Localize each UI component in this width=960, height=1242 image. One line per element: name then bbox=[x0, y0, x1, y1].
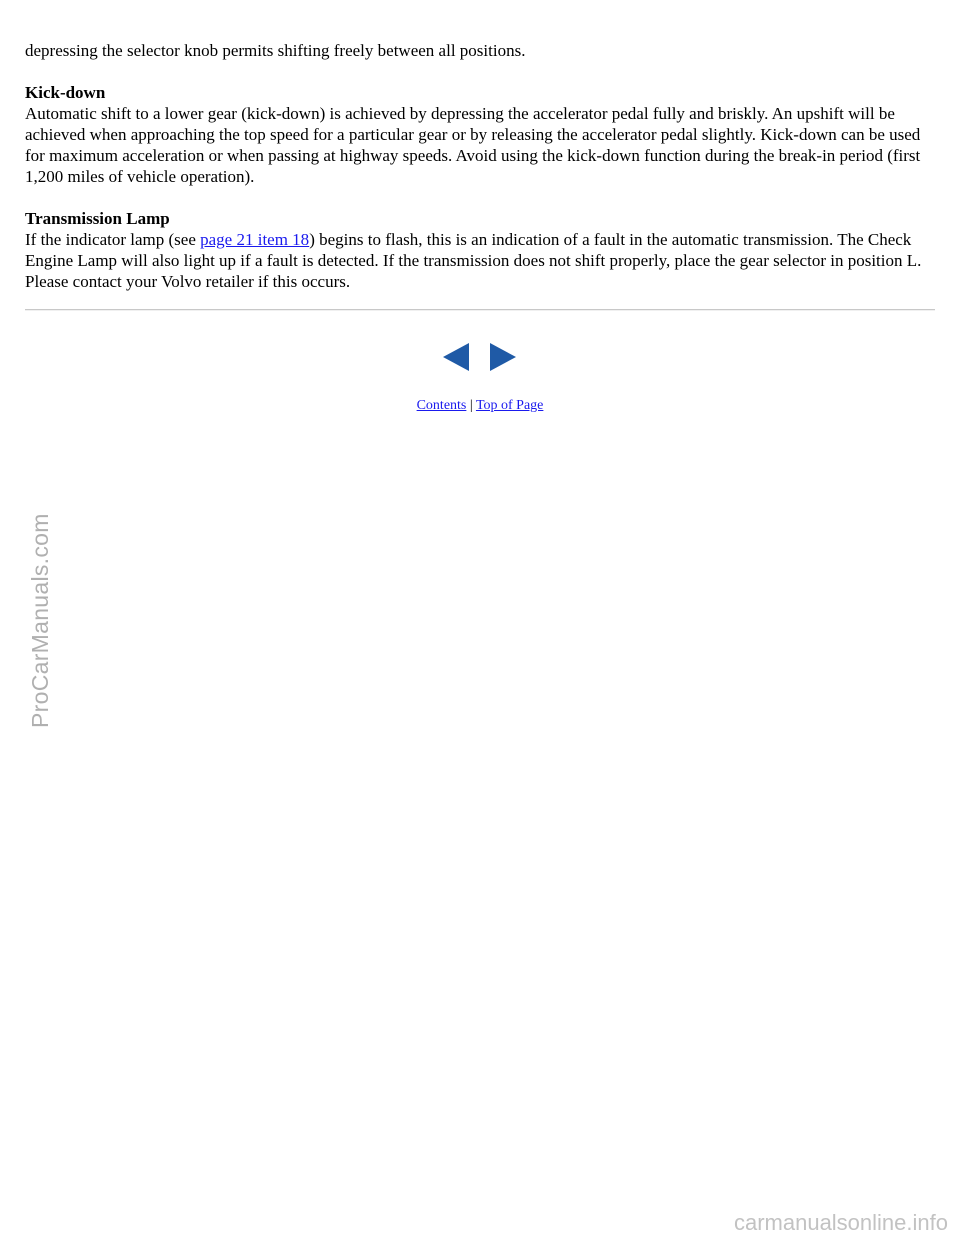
top-of-page-link[interactable]: Top of Page bbox=[475, 398, 544, 413]
page-reference-link[interactable]: page 21 item 18 bbox=[200, 230, 310, 249]
kickdown-body: Automatic shift to a lower gear (kick-down) is achieved by depressing the accelerator pedal fully and briskly. An upshift will be achieved when approaching the top speed for a particular gear or by releasing the accelerator pedal slightly. Kick-down can be used for maximum acceleration or when passing at highway speeds. Avoid using the kick-down function during the break-in period (first 1,200 miles of vehicle operation). bbox=[25, 104, 921, 186]
arrow-right-icon[interactable] bbox=[490, 343, 516, 371]
intro-paragraph: depressing the selector knob permits shifting freely between all positions. bbox=[25, 41, 526, 60]
kickdown-section bbox=[25, 82, 937, 187]
contents-link[interactable]: Contents bbox=[416, 398, 467, 413]
page-navigation bbox=[443, 343, 517, 371]
footer-links bbox=[0, 397, 960, 415]
horizontal-divider bbox=[25, 309, 935, 311]
kickdown-heading: Kick-down bbox=[25, 83, 106, 102]
transmission-body-start: If the indicator lamp (see bbox=[25, 230, 201, 249]
transmission-body-end: ) begins to flash, this is an indication of a fault in the automatic transmission. The Check Engine Lamp will also light up if a fault is detected. If the transmission does not shift properly, place the gear selector in position L. Please contact your Volvo retailer if this occurs. bbox=[25, 230, 922, 291]
bottom-watermark: carmanualsonline.info bbox=[733, 1210, 948, 1235]
arrow-left-shape bbox=[443, 343, 469, 371]
manual-content bbox=[25, 40, 937, 313]
arrow-left-icon[interactable] bbox=[443, 343, 469, 371]
transmission-section bbox=[25, 208, 937, 292]
link-separator: | bbox=[469, 398, 473, 413]
side-watermark: ProCarManuals.com bbox=[27, 513, 53, 728]
arrow-right-shape bbox=[490, 343, 516, 371]
transmission-heading: Transmission Lamp bbox=[25, 209, 170, 228]
